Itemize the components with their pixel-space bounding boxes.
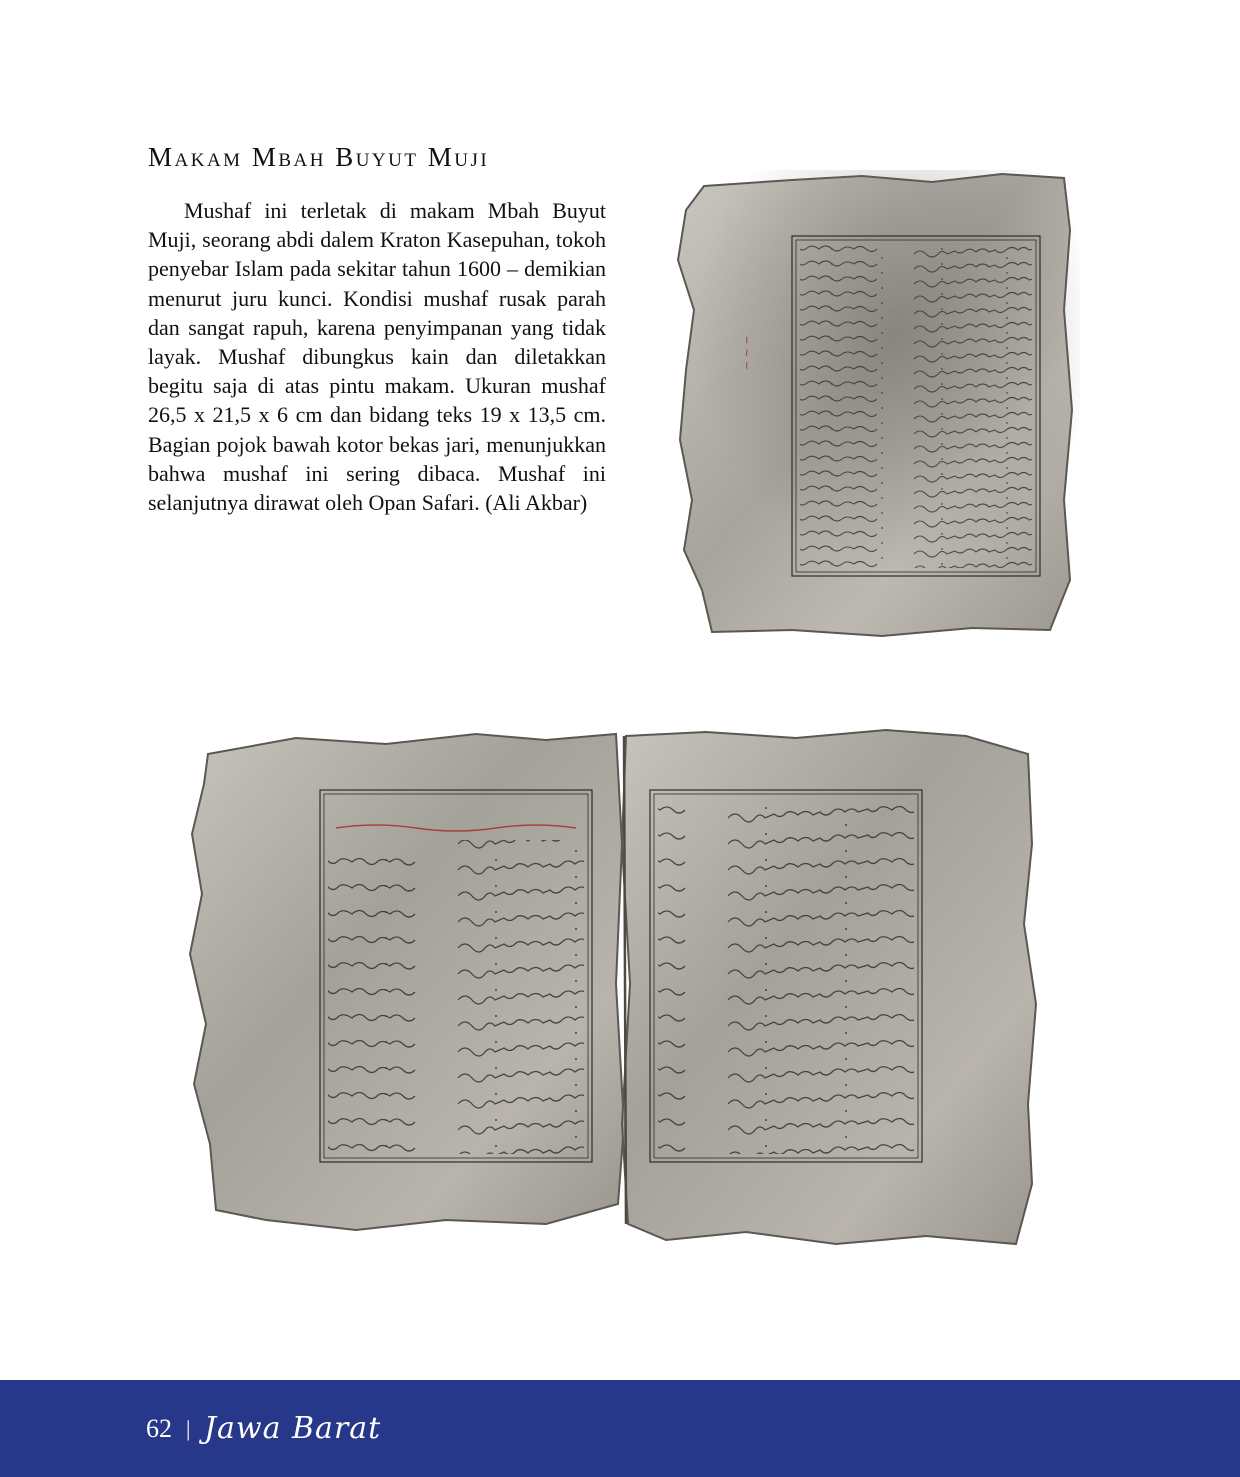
svg-text:~ ~ ~: ~ ~ ~ xyxy=(740,335,753,370)
body-paragraph: Mushaf ini terletak di makam Mbah Buyut Muji, seorang abdi dalem Kraton Kasepuhan, tokoh penyebar Islam pada sekitar tahun 1600 – demikian menurut juru kunci. Kondisi mushaf rusak parah dan sangat rapuh, karena penyimpanan yang tidak layak. Mushaf dibungkus kain dan diletakkan begitu saja di atas pintu makam. Ukuran mushaf 26,5 x 21,5 x 6 cm dan bidang teks 19 x 13,5 cm. Bagian pojok bawah kotor bekas jari, menunjukkan bahwa mushaf ini sering dibaca. Mushaf ini selanjutnya dirawat oleh Opan Safari. (Ali Akbar) xyxy=(148,198,606,516)
manuscript-spread-photo xyxy=(186,724,1042,1254)
book-title: Jawa Barat xyxy=(204,1411,382,1446)
page-number: 62 xyxy=(146,1413,172,1443)
footer-separator: | xyxy=(186,1415,191,1441)
manuscript-page-photo xyxy=(672,170,1080,640)
section-title: Makam Mbah Buyut Muji xyxy=(148,142,490,172)
